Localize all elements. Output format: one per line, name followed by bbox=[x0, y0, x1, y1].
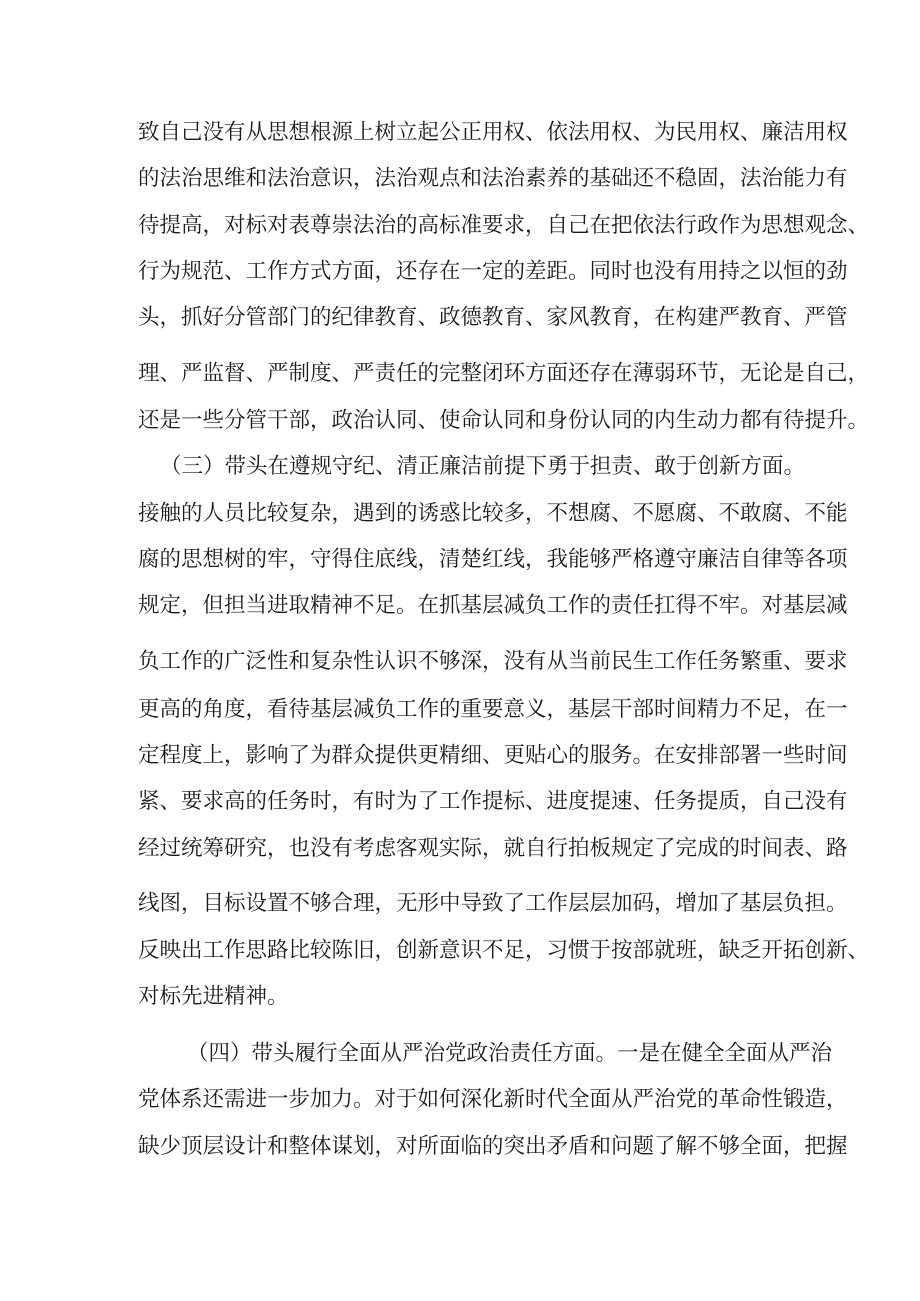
text-line bbox=[0, 159, 920, 199]
line-text: 缺少顶层设计和整体谋划，对所面临的突出矛盾和问题了解不够全面，把握 bbox=[138, 1134, 848, 1159]
text-line bbox=[0, 354, 920, 394]
text-line bbox=[0, 494, 920, 534]
line-text: 紧、要求高的任务时，有时为了工作提标、进度提速、任务提质，自己没有 bbox=[138, 789, 848, 814]
line-text: 待提高，对标对表尊崇法治的高标准要求，自己在把依法行政作为思想观念、 bbox=[138, 213, 870, 238]
text-line bbox=[0, 884, 920, 924]
text-line bbox=[0, 782, 920, 822]
section-heading-line bbox=[0, 1034, 920, 1074]
line-text: 负工作的广泛性和复杂性认识不够深，没有从当前民生工作任务繁重、要求 bbox=[138, 649, 848, 674]
section-heading-line bbox=[0, 447, 920, 487]
text-line bbox=[0, 401, 920, 441]
line-text: 理、严监督、严制度、严责任的完整闭环方面还存在薄弱环节，无论是自己， bbox=[138, 361, 870, 386]
line-text: 接触的人员比较复杂，遇到的诱惑比较多，不想腐、不愿腐、不敢腐、不能 bbox=[138, 501, 848, 526]
text-line bbox=[0, 736, 920, 776]
line-text: 致自己没有从思想根源上树立起公正用权、依法用权、为民用权、廉洁用权 bbox=[138, 120, 848, 145]
text-line bbox=[0, 931, 920, 971]
line-text: 行为规范、工作方式方面，还存在一定的差距。同时也没有用持之以恒的劲 bbox=[138, 259, 848, 284]
text-line bbox=[0, 642, 920, 682]
text-line bbox=[0, 252, 920, 292]
line-text: 规定，但担当进取精神不足。在抓基层减负工作的责任扛得不牢。对基层减 bbox=[138, 593, 848, 618]
line-text: 对标先进精神。 bbox=[138, 984, 289, 1009]
text-line bbox=[0, 1127, 920, 1167]
text-line bbox=[0, 586, 920, 626]
text-line bbox=[0, 206, 920, 246]
line-text: 定程度上，影响了为群众提供更精细、更贴心的服务。在安排部署一些时间 bbox=[138, 743, 848, 768]
section-heading: （三）带头在遵规守纪、清正廉洁前提下勇于担责、敢于创新方面。 bbox=[160, 454, 806, 479]
text-line bbox=[0, 829, 920, 869]
line-text: 更高的角度，看待基层减负工作的重要意义，基层干部时间精力不足，在一 bbox=[138, 697, 848, 722]
text-line bbox=[0, 113, 920, 153]
line-text: 头，抓好分管部门的纪律教育、政德教育、家风教育，在构建严教育、严管 bbox=[138, 305, 848, 330]
line-text: 线图，目标设置不够合理，无形中导致了工作层层加码，增加了基层负担。 bbox=[138, 891, 848, 916]
text-line bbox=[0, 540, 920, 580]
text-line bbox=[0, 977, 920, 1017]
text-line bbox=[0, 298, 920, 338]
line-text: 党体系还需进一步加力。对于如何深化新时代全面从严治党的革命性锻造， bbox=[138, 1087, 848, 1112]
text-line bbox=[0, 1080, 920, 1120]
line-text: 的法治思维和法治意识，法治观点和法治素养的基础还不稳固，法治能力有 bbox=[138, 166, 848, 191]
line-text: 腐的思想树的牢，守得住底线，清楚红线，我能够严格遵守廉洁自律等各项 bbox=[138, 547, 848, 572]
text-line bbox=[0, 690, 920, 730]
section-heading: （四）带头履行全面从严治党政治责任方面。一是在健全全面从严治 bbox=[187, 1041, 833, 1066]
line-text: 还是一些分管干部，政治认同、使命认同和身份认同的内生动力都有待提升。 bbox=[138, 408, 870, 433]
line-text: 经过统筹研究，也没有考虑客观实际，就自行拍板规定了完成的时间表、路 bbox=[138, 836, 848, 861]
line-text: 反映出工作思路比较陈旧，创新意识不足，习惯于按部就班，缺乏开拓创新、 bbox=[138, 938, 870, 963]
